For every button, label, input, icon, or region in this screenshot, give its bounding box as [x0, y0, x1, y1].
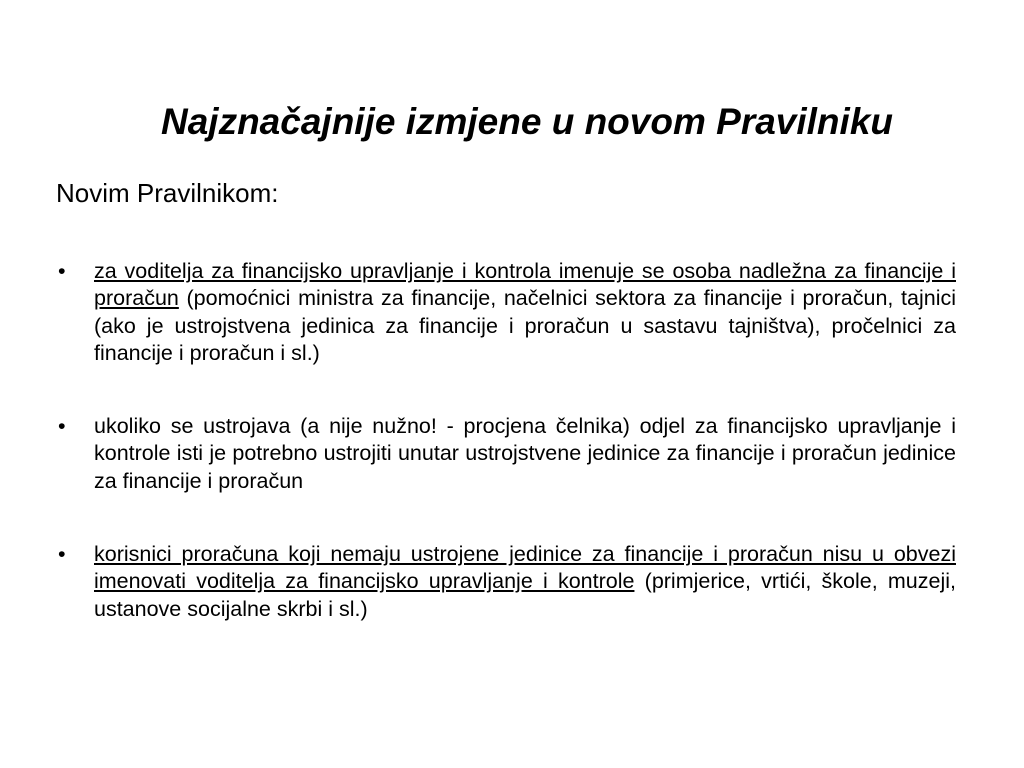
slide-intro: Novim Pravilnikom: — [56, 178, 279, 208]
bullet-text: (pomoćnici ministra za financije, načelnici sektora za financije i proračun, tajnici (ako je ustrojstvena jedinica za financije i proračun u sastavu tajništva), pročelnici za financije i proračun i sl.) — [94, 286, 956, 365]
bullet-underlined-text: korisnici proračuna koji nemaju ustrojene jedinice za financije i proračun nisu u obvezi imenovati voditelja za financijsko upravljanje i kontrole — [94, 542, 956, 594]
bullet-list — [56, 258, 956, 669]
bullet-text: ukoliko se ustrojava (a nije nužno! - procjena čelnika) odjel za financijsko upravljanje i kontrole isti je potrebno ustrojiti unutar ustrojstvene jedinice za financije i proračun jedinice za financije i proračun — [94, 414, 956, 493]
bullet-item — [56, 541, 956, 623]
bullet-underlined-text: za voditelja za financijsko upravljanje i kontrola imenuje se osoba nadležna za financije i proračun — [94, 259, 956, 311]
bullet-text: (primjerice, vrtići, škole, muzeji, ustanove socijalne skrbi i sl.) — [94, 569, 956, 621]
bullet-item — [56, 258, 956, 367]
bullet-item — [56, 413, 956, 495]
slide-title: Najznačajnije izmjene u novom Pravilniku — [161, 101, 893, 142]
